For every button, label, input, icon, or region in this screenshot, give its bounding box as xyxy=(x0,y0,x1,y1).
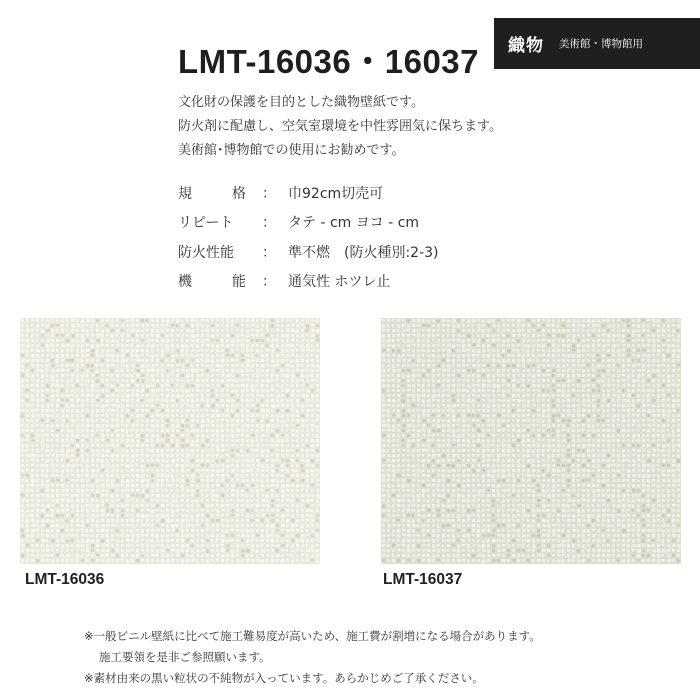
swatch-label: LMT-16037 xyxy=(383,571,463,588)
spec-colon: ： xyxy=(262,274,276,291)
spec-table xyxy=(178,178,439,296)
spec-label-text: 防火性能 xyxy=(178,244,234,261)
description-line: 防火剤に配慮し、空気室環境を中性雰囲気に保ちます。 xyxy=(178,119,502,134)
category-badge-sub: 美術館・博物館用 xyxy=(559,38,643,50)
spec-colon: ： xyxy=(262,244,276,261)
description-line: 美術館･博物館での使用にお勧めです。 xyxy=(178,143,405,158)
spec-label-char: 格 xyxy=(232,185,246,202)
note-line: ※一般ビニル壁紙に比べて施工難易度が高いため、施工費が割増になる場合があります。 xyxy=(84,629,541,643)
spec-colon: ： xyxy=(262,185,276,202)
spec-value: タテ - cm ヨコ - cm xyxy=(288,215,420,232)
spec-row-function xyxy=(178,267,439,297)
spec-label xyxy=(178,183,246,203)
spec-colon: ： xyxy=(262,215,276,232)
description-line: 文化財の保護を目的とした織物壁紙です。 xyxy=(178,95,424,110)
fabric-texture xyxy=(20,318,320,564)
spec-label-char: 機 xyxy=(178,274,192,291)
spec-value: 巾92cm切売可 xyxy=(288,185,384,202)
spec-label xyxy=(178,242,246,262)
product-title: LMT-16036・16037 xyxy=(178,43,480,80)
category-badge-main: 織物 xyxy=(508,36,544,56)
spec-row-repeat xyxy=(178,208,439,238)
fabric-swatch-image xyxy=(381,318,681,564)
spec-label-char: 能 xyxy=(232,274,246,291)
note-line: ※素材由来の黒い粒状の不純物が入っています。あらかじめご了承ください。 xyxy=(84,671,484,685)
spec-label-text: リピート xyxy=(178,215,234,232)
spec-label xyxy=(178,271,246,291)
spec-label xyxy=(178,212,246,232)
spec-label-char: 規 xyxy=(178,185,192,202)
spec-row-fire xyxy=(178,237,439,267)
product-description xyxy=(178,91,502,163)
fabric-swatch-image xyxy=(20,318,320,564)
spec-value: 通気性 ホツレ止 xyxy=(288,274,391,291)
swatch-label: LMT-16036 xyxy=(25,571,105,588)
note-line: 施工要領を是非ご参照願います。 xyxy=(99,650,271,664)
spec-row-size xyxy=(178,178,439,208)
notes xyxy=(84,626,541,689)
category-badge xyxy=(494,18,700,69)
spec-value: 準不燃 (防火種別:2-3) xyxy=(288,244,439,261)
fabric-texture xyxy=(381,318,681,564)
